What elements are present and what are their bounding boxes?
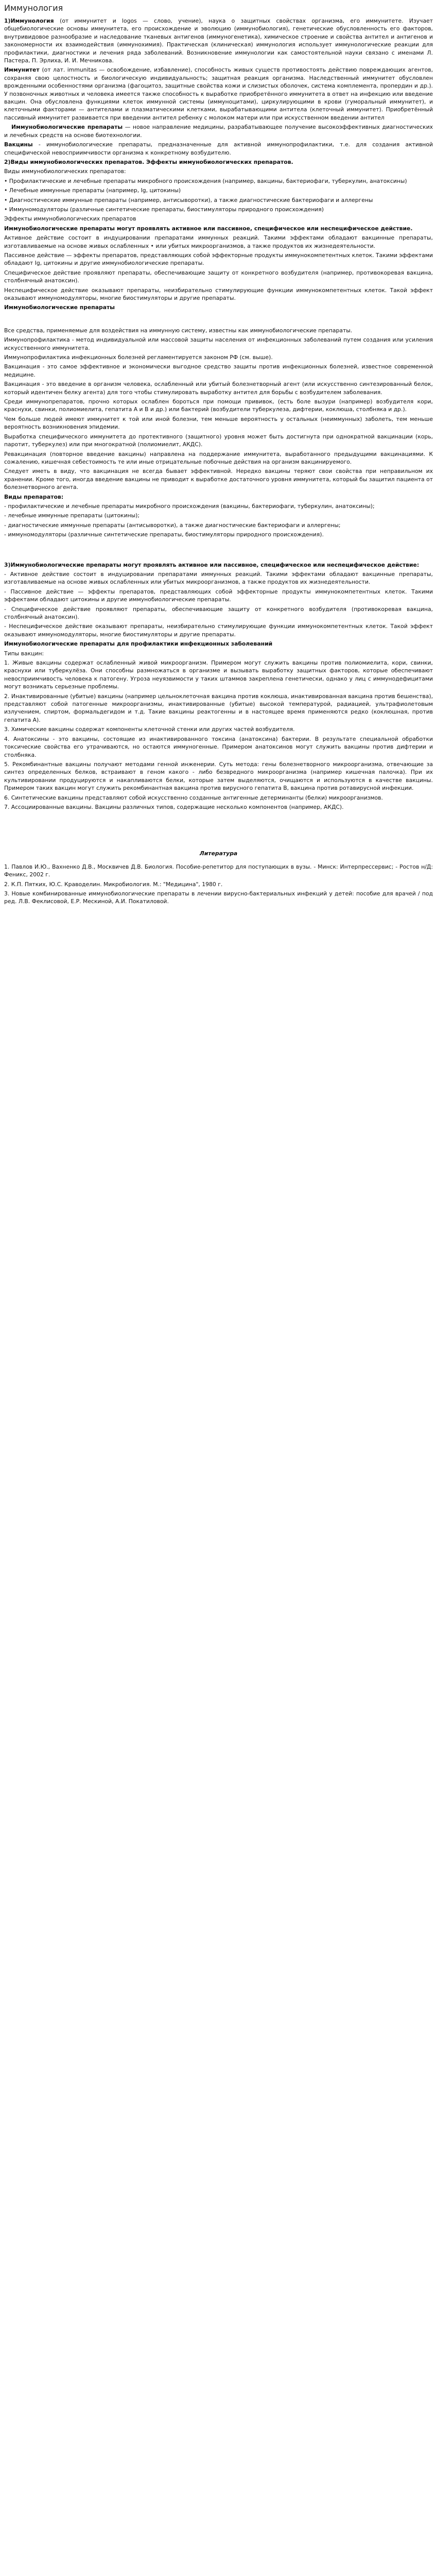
paragraph	[4, 433, 433, 449]
paragraph	[4, 196, 433, 204]
spacer	[4, 313, 433, 327]
text-run: Литература	[199, 850, 238, 857]
text-run: • Профилактические и лечебные препараты микробного происхождения (например, вакцины, бактериофаги, туберкулин, анатоксины)	[4, 177, 407, 184]
text-run: 1. Павлов И.Ю., Вахненко Д.В., Москвичев Д.В. Биология. Пособие-репетитор для поступающих в вузы. - Минск: Интерпрессервис; - Ростов н/Д: Феникс, 2002 г.	[4, 863, 433, 878]
paragraph	[4, 215, 433, 223]
paragraph	[4, 588, 433, 604]
text-run: 4. Анатоксины - это вакцины, состоящие из инактивированного токсина (анатоксина) бактерии. В результате специальной обработки токсические свойства его утрачиваются, но остаются иммуногенные. Примером анатоксинов могут служить вакцины против дифтерии и столбняка.	[4, 735, 433, 758]
text-run: - лечебные иммунные препараты (цитокины);	[4, 512, 140, 519]
text-run: 5. Рекомбинантные вакцины получают методами генной инженерии. Суть метода: гены болезнетворного микроорганизма, отвечающие за синтез определенных белков, встраивают в геном какого - либо безвредного микроорганизма (например кишечная палочка). При их культивировании продуцируются и накапливаются белки, которые затем выделяются, очищаются и используются в качестве вакцины. Примером таких вакцин могут служить рекомбинантная вакцина против вирусного гепатита В, вакцина против ротавирусной инфекции.	[4, 760, 433, 792]
paragraph	[4, 225, 433, 232]
bold-text: Иммунитет	[4, 66, 42, 74]
paragraph	[4, 398, 433, 414]
spacer	[4, 826, 433, 839]
text-run: 1. Живые вакцины содержат ослабленный живой микроорганизм. Примером могут служить вакцины против полиомиелита, кори, свинки, краснухи или туберкулёза. Они способны размножаться в организме и вызывать выработку защитных факторов, которые обеспечивают невосприимчивость человека к патогену. Угроза неуязвимости у таких штаммов закреплена генетически, однако у лиц с иммунодефицитами могут возникать серьезные проблемы.	[4, 659, 433, 690]
text-run: 2. К.П. Пятких, Ю.С. Краводелин. Микробиология. М.: "Медицина", 1980 г.	[4, 880, 223, 888]
text-run: 3. Химические вакцины содержат компоненты клеточной стенки или других частей возбудителя.	[4, 726, 295, 733]
text-run: - Активное действие состоит в индуцировании препаратами иммунных реакций. Такими эффектами обладают вакцинные препараты, изготавливаемые на основе живых ослабленных или убитых микроорганизмов, а также продуктов их жизнедеятельности.	[4, 570, 433, 586]
paragraph	[4, 735, 433, 759]
paragraph	[4, 234, 433, 250]
paragraph	[4, 17, 433, 64]
text-run: Виды иммунобиологических препаратов:	[4, 168, 126, 175]
text-run: - Неспецифическое действие оказывают препараты, неизбирательно стимулирующие функции иммунокомпетентных клеток. Такой эффект оказывают иммуномодуляторы, многие биостимуляторы и другие препараты.	[4, 623, 433, 638]
text-run: Вакцинация - это введение в организм человека, ослабленный или убитый болезнетворный агент (или искусственно синтезированный белок, который идентичен белку агента) для того чтобы стимулировать выработку антител для борьбы с возбудителем заболевания.	[4, 381, 433, 396]
spacer	[4, 812, 433, 826]
bold-text: Виды препаратов:	[4, 493, 64, 500]
paragraph	[4, 167, 433, 175]
paragraph	[4, 794, 433, 802]
text-run: Пассивное действие — эффекты препаратов, представляющих собой эффекторные продукты иммунокомпетентных клеток. Такими эффектами обладают Ig, цитокины и другие иммунобиологические препараты.	[4, 251, 433, 267]
paragraph	[4, 206, 433, 213]
paragraph	[4, 415, 433, 431]
spacer	[4, 540, 433, 554]
text-run: 7. Ассоциированные вакцины. Вакцины различных типов, содержащие несколько компонентов (например, АКДС).	[4, 803, 344, 810]
paragraph	[4, 493, 433, 501]
paragraph	[4, 863, 433, 879]
paragraph	[4, 336, 433, 352]
paragraph	[4, 158, 433, 166]
paragraph	[4, 66, 433, 122]
text-run: 6. Синтетические вакцины представляют собой искусственно созданные антигенные детерминанты (белки) микроорганизмов.	[4, 794, 383, 801]
paragraph	[4, 380, 433, 396]
paragraph	[4, 269, 433, 285]
paragraph	[4, 141, 433, 157]
text-run: Иммунопрофилактика инфекционных болезней регламентируется законом РФ (см. выше).	[4, 354, 273, 361]
text-run: Специфическое действие проявляют препараты, обеспечивающие защиту от конкретного возбудителя (например, противокоревая вакцина, столбнячный анатоксин).	[4, 269, 433, 284]
text-run: - Специфическое действие проявляют препараты, обеспечивающие защиту от конкретного возбудителя (противокоревая вакцина, столбнячный анатоксин).	[4, 605, 433, 620]
paragraph	[4, 123, 433, 139]
text-run: - иммунобиологические препараты, предназначенные для активной иммунопрофилактики, т.е. для создания активной специфической невосприимчивости организма к конкретному возбудителю.	[4, 141, 433, 156]
paragraph	[4, 692, 433, 724]
text-run: — новое направление медицины, разрабатывающее получение высокоэффективных диагностических и лечебных средств на основе биотехнологии.	[4, 124, 433, 139]
text-run: Все средства, применяемые для воздействия на иммунную систему, известны как иммунобиологические препараты.	[4, 327, 353, 334]
spacer	[4, 554, 433, 561]
bold-text: 2)Виды иммунобиологических препаратов. Эффекты иммунобиологических препаратов.	[4, 158, 293, 165]
text-run: • Лечебные иммунные препараты (например, Ig, цитокины)	[4, 187, 181, 194]
paragraph	[4, 570, 433, 586]
paragraph	[4, 502, 433, 510]
text-run: Следует иметь в виду, что вакцинация не всегда бывает эффективной. Нередко вакцины теряют свои свойства при неправильном их хранении. Кроме того, иногда введение вакцины не приводит к выработке достаточного уровня иммунитета, который бы защитил пациента от болезнетворного агента.	[4, 468, 433, 491]
bold-text: Иммунобиологические препараты	[11, 124, 123, 131]
paragraph	[4, 659, 433, 691]
paragraph	[4, 303, 433, 311]
paragraph	[4, 531, 433, 538]
text-run: Среди иммунопрепаратов, прочно которых ослаблен бороться при помощи прививок, (есть боле вызури (например) возбудителя кори, краснухи, свинки, полиомиелита, гепатита А и В и др.) или бактерий (возбудители туберкулеза, дифтерии, коклюша, столбняка и др.).	[4, 398, 433, 413]
paragraph	[4, 650, 433, 657]
paragraph	[4, 363, 433, 379]
paragraph	[4, 467, 433, 491]
text-run: - иммуномодуляторы (различные синтетические препараты, биостимуляторы природного происхождения).	[4, 531, 324, 538]
text-run: (от иммунитет и logos — слово, учение), наука о защитных свойствах организма, его иммунитете. Изучает общебиологические основы иммунитета, его происхождение и эволюцию (иммунобиология), генетические обусловленность его факторов, внутривидовое разнообразие и наследование тканевых антигенов (иммуногенетика), химическое строение и свойства антител и антигенов и закономерности их взаимодействия (иммунохимия). Практическая (клиническая) иммунология использует иммунологические реакции для профилактики, диагностики и лечения ряда заболеваний. Возникновение иммунологии как самостоятельной науки связано с именами Л. Пастера, П. Эрлиха, И. И. Мечникова.	[4, 18, 433, 64]
text-run: Активное действие состоит в индуцировании препаратами иммунных реакций. Такими эффектами обладают вакцинные препараты, изготавливаемые на основе живых ослабленных • или убитых микроорганизмов, а также продуктов их жизнедеятельности.	[4, 234, 433, 249]
paragraph	[4, 251, 433, 267]
text-run: Иммунопрофилактика - метод индивидуальной или массовой защиты населения от инфекционных заболеваний путем создания или усиления искусственного иммунитета.	[4, 336, 433, 351]
text-run: 3. Новые комбинированные иммунобиологические препараты в лечении вирусно-бактериальных инфекций у детей: пособие для врачей / под ред. Л.В. Феклисовой, Е.Р. Мескиной, А.И. Покатиловой.	[4, 890, 433, 905]
paragraph	[4, 890, 433, 906]
paragraph	[4, 640, 433, 648]
text-run: - Пассивное действие — эффекты препаратов, представляющих собой эффекторные продукты иммунокомпетентных клеток. Такими эффектами обладают цитокины и другие иммунобиологические препараты.	[4, 588, 433, 603]
page-title: Иммунология	[4, 3, 63, 13]
text-run: 2. Инактивированные (убитые) вакцины (например цельноклеточная вакцина против коклюша, инактивированная вакцина против бешенства), представляют собой патогенные микроорганизмы, инактивированные (убитые) высокой температурой, радиацией, ультрафиолетовым излучением, спиртом, формальдегидом и т.д. Такие вакцины реактогенны и в настоящее время применяются редко (коклюшная, против гепатита А).	[4, 692, 433, 723]
text-run: - диагностические иммунные препараты (антисыворотки), а также диагностические бактериофаги и аллергены;	[4, 521, 341, 529]
text-run: Ревакцинация (повторное введение вакцины) направлена на поддержание иммунитета, выработанного предыдущими вакцинациями. К сожалению, кишечная себестоимость те или иные отрицательные побочные действия на организм вакцинируемого.	[4, 450, 433, 465]
paragraph	[4, 353, 433, 361]
bold-text: Иммунобиологические препараты для профилактики инфекционных заболеваний	[4, 640, 273, 648]
paragraph	[4, 512, 433, 519]
paragraph	[4, 622, 433, 638]
text-run: Чем больше людей имеют иммунитет к той или иной болезни, тем меньше вероятность у остальных (неиммунных) заболеть, тем меньше вероятность возникновения эпидемии.	[4, 415, 433, 431]
paragraph	[4, 760, 433, 792]
paragraph	[4, 327, 433, 334]
bold-text: 1)Иммунология	[4, 18, 60, 24]
paragraph	[4, 450, 433, 466]
paragraph	[4, 286, 433, 302]
paragraph	[4, 803, 433, 811]
paragraph	[4, 561, 433, 569]
document-page	[0, 0, 436, 918]
text-run: • Иммуномодуляторы (различные синтетические препараты, биостимуляторы природного происхождения)	[4, 206, 324, 213]
paragraph	[4, 177, 433, 185]
bold-text: 3)Иммунобиологические препараты могут проявлять активное или пассивное, специфическое или неспецифическое действие:	[4, 561, 420, 568]
paragraph	[4, 880, 433, 888]
bold-text: Вакцины	[4, 141, 33, 148]
paragraph	[4, 521, 433, 529]
paragraph	[4, 725, 433, 733]
paragraph	[4, 605, 433, 621]
text-run: (от лат. immunitas — освобождение, избавление), способность живых существ противостоять действию повреждающих агентов, сохраняя свою целостность и биологическую индивидуальность; защитная реакция организма. Наследственный иммунитет обусловлен врожденными особенностями организма (фагоцитоз, защитные свойства кожи и слизистых оболочек, система комплемента, пропердин и др.). У позвоночных животных и человека имеется также способность к выработке приобретённого иммунитета в ответ на инфекцию или введение вакцин. Она обусловлена функциями клеток иммунной системы (иммуноцитами), циркулирующими в крови (гуморальный иммунитет), и клеточными факторами — антителами и плазматическими клетками, вырабатывающими антитела (клеточный иммунитет). Приобретённый пассивный иммунитет развивается при введении антител ребенку с молоком матери или при искусственном введении антител	[4, 66, 433, 121]
paragraph	[4, 187, 433, 194]
text-run: • Диагностические иммунные препараты (например, антисыворотки), а также диагностические бактериофаги и аллергены	[4, 196, 373, 204]
references-title	[4, 850, 433, 857]
document-body	[4, 17, 433, 906]
text-run: Вакцинация - это самое эффективное и экономически выгодное средство защиты против инфекционных болезней, известное современной медицине.	[4, 363, 433, 378]
text-run: Эффекты иммунобиологических препаратов	[4, 215, 136, 223]
text-run: Неспецифическое действие оказывают препараты, неизбирательно стимулирующие функции иммунокомпетентных клеток. Такой эффект оказывают иммуномодуляторы, многие биостимуляторы и другие препараты.	[4, 286, 433, 301]
bold-text: Иммунобиологические препараты	[4, 304, 115, 311]
text-run: - профилактические и лечебные препараты микробного происхождения (вакцины, бактериофаги, туберкулин, анатоксины);	[4, 502, 375, 510]
text-run: Типы вакцин:	[4, 650, 44, 657]
bold-text: Иммунобиологические препараты могут проявлять активное или пассивное, специфическое или неспецифическое действие.	[4, 225, 413, 232]
text-run: Выработка специфического иммунитета до протективного (защитного) уровня может быть достигнута при однократной вакцинации (корь, паротит, туберкулез) или при многократной (полиомиелит, АКДС).	[4, 433, 433, 448]
